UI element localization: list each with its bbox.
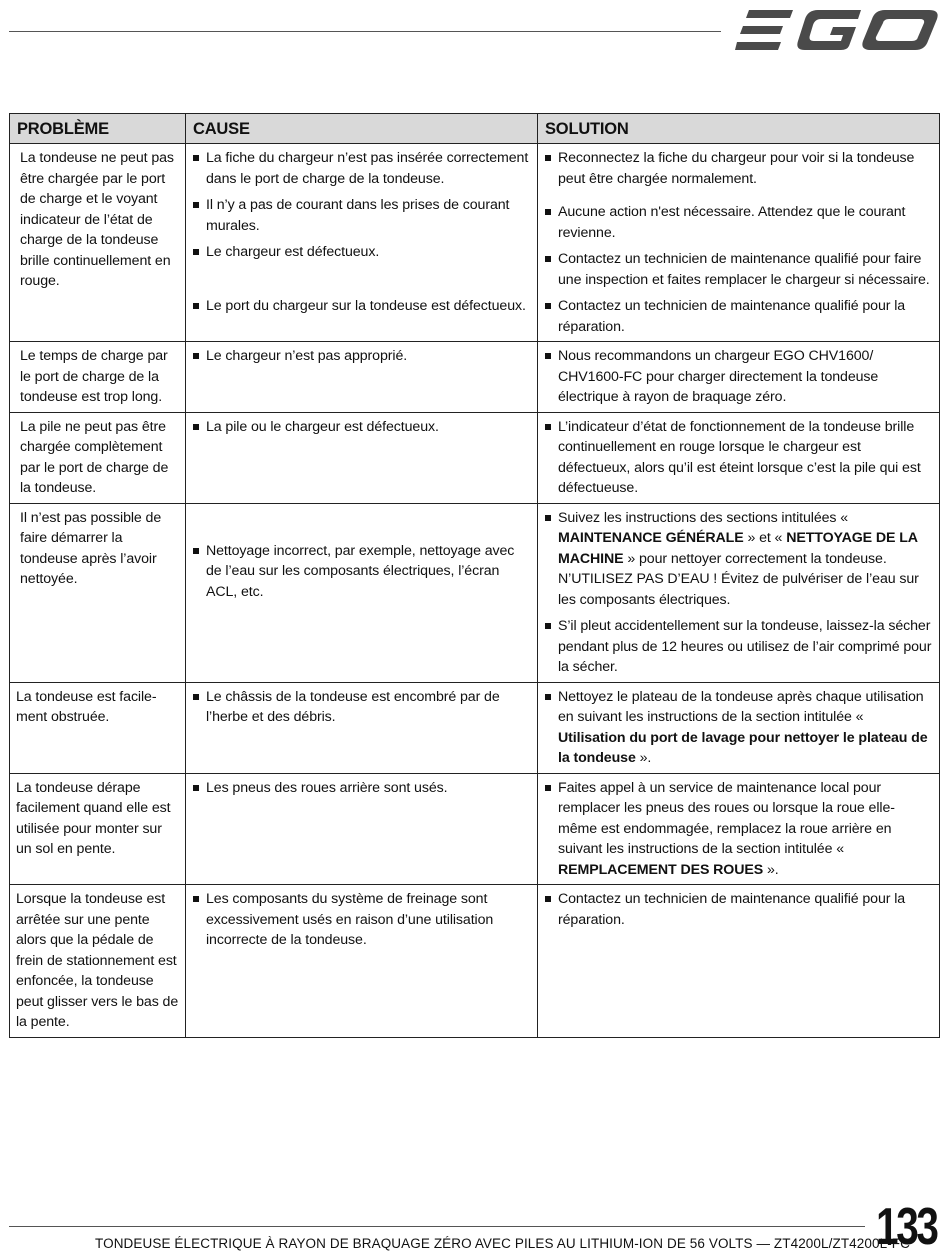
header-rule xyxy=(9,31,721,32)
footer-product-title: TONDEUSE ÉLECTRIQUE À RAYON DE BRAQUAGE ZÉRO AVEC PILES AU LITHIUM-ION DE 56 VOLTS — ZT4200L/ZT4200L-FC xyxy=(95,1236,911,1251)
cause-item: Il n’y a pas de courant dans les prises de courant murales. xyxy=(192,195,531,236)
cause-cell xyxy=(186,503,538,682)
solution-item: Reconnectez la fiche du chargeur pour voir si la tondeuse peut être chargée normalement. xyxy=(544,148,933,189)
problem-cell: La pile ne peut pas être chargée complètement par le port de charge de la tondeuse. xyxy=(10,412,186,503)
solution-cell xyxy=(538,503,940,682)
solution-text: Suivez les instructions des sections intitulées « xyxy=(558,509,849,526)
section-ref: Utilisation du port de lavage pour nettoyer le plateau de la tondeuse xyxy=(558,729,928,766)
cause-item: La fiche du chargeur n’est pas insérée correctement dans le port de charge de la tondeuse. xyxy=(192,148,531,189)
cause-item: Le port du chargeur sur la tondeuse est défectueux. xyxy=(192,296,531,317)
solution-cell xyxy=(538,773,940,885)
solution-cell xyxy=(538,682,940,773)
solution-cell xyxy=(538,144,940,342)
table-header-row xyxy=(10,114,940,144)
ego-logo xyxy=(735,6,940,56)
cause-cell xyxy=(186,682,538,773)
solution-cell xyxy=(538,342,940,413)
table-row xyxy=(10,773,940,885)
solution-item: Aucune action n'est nécessaire. Attendez que le courant revienne. xyxy=(544,202,933,243)
header-solution: SOLUTION xyxy=(538,114,940,144)
section-ref: NETTOYAGE DE LA MACHINE xyxy=(558,530,918,567)
cause-cell xyxy=(186,773,538,885)
problem-cell: La tondeuse dérape facilement quand elle est utilisée pour monter sur un sol en pente. xyxy=(10,773,186,885)
cause-cell xyxy=(186,144,538,342)
problem-cell: Il n’est pas possible de faire démarrer la tondeuse après l’avoir nettoyée. xyxy=(10,503,186,682)
table-row xyxy=(10,885,940,1038)
footer-rule xyxy=(9,1226,865,1227)
table-row xyxy=(10,503,940,682)
problem-cell: La tondeuse est facilement obstruée. xyxy=(10,682,186,773)
section-ref: MAINTENANCE GÉNÉRALE xyxy=(558,530,744,546)
header-cause: CAUSE xyxy=(186,114,538,144)
solution-cell xyxy=(538,412,940,503)
header-problem: PROBLÈME xyxy=(10,114,186,144)
table-row xyxy=(10,342,940,413)
troubleshooting-table xyxy=(9,113,940,1038)
solution-item: Contactez un technicien de maintenance qualifié pour la réparation. xyxy=(544,296,933,337)
cause-item: Nettoyage incorrect, par exemple, nettoyage avec de l’eau sur les composants électriques, l’écran ACL, etc. xyxy=(192,541,531,603)
problem-cell: Le temps de charge par le port de charge de la tondeuse est trop long. xyxy=(10,342,186,413)
cause-cell xyxy=(186,885,538,1038)
table-row xyxy=(10,412,940,503)
solution-cell xyxy=(538,885,940,1038)
cause-item: Les composants du système de freinage sont excessivement usés en raison d’une utilisation incorrecte de la tondeuse. xyxy=(192,889,531,951)
solution-text: Faites appel à un service de maintenance local pour remplacer les pneus des roues ou lorsque la roue elle-même est endommagée, remplacez la roue arrière en suivant les instructions de la section intitulée « xyxy=(558,779,895,857)
cause-cell xyxy=(186,412,538,503)
cause-item: Le chargeur est défectueux. xyxy=(192,242,531,263)
solution-text: ». xyxy=(763,861,779,878)
solution-item xyxy=(544,508,933,611)
solution-item: Contactez un technicien de maintenance qualifié pour la réparation. xyxy=(544,889,933,930)
solution-text: ». xyxy=(635,750,652,766)
solution-item xyxy=(544,778,933,881)
solution-item: Nous recommandons un chargeur EGO CHV1600/ CHV1600-FC pour charger directement la tondeuse électrique à rayon de braquage zéro. xyxy=(544,346,933,408)
table-row xyxy=(10,144,940,342)
cause-item: La pile ou le chargeur est défectueux. xyxy=(192,417,531,438)
cause-item: Le châssis de la tondeuse est encombré par de l’herbe et des débris. xyxy=(192,687,531,728)
cause-cell xyxy=(186,342,538,413)
solution-text: » pour nettoyer correctement la tondeuse. N’UTILISEZ PAS D’EAU ! Évitez de pulvériser de l’eau sur les composants électriques. xyxy=(558,550,919,608)
page-number: 133 xyxy=(876,1198,937,1256)
problem-cell: Lorsque la tondeuse est arrêtée sur une pente alors que la pédale de frein de stationnement est enfoncée, la tondeuse peut glisser vers le bas de la pente. xyxy=(10,885,186,1038)
solution-item: L’indicateur d’état de fonctionnement de la tondeuse brille continuellement en rouge lorsque le chargeur est défectueux, alors qu’il est éteint lorsque c’est la pile qui est défectueuse. xyxy=(544,417,933,499)
solution-item: Contactez un technicien de maintenance qualifié pour faire une inspection et faites remplacer le chargeur si nécessaire. xyxy=(544,249,933,290)
solution-item xyxy=(544,687,933,769)
cause-item: Le chargeur n’est pas approprié. xyxy=(192,346,531,367)
table-row xyxy=(10,682,940,773)
solution-text: Nettoyez le plateau de la tondeuse après chaque utilisation en suivant les instructions de la section intitulée « xyxy=(558,688,924,725)
cause-item: Les pneus des roues arrière sont usés. xyxy=(192,778,531,799)
solution-item: S’il pleut accidentellement sur la tondeuse, laissez-la sécher pendant plus de 12 heures ou utilisez de l’air comprimé pour la sécher. xyxy=(544,616,933,678)
section-ref: REMPLACEMENT DES ROUES xyxy=(558,861,764,878)
problem-cell: La tondeuse ne peut pas être chargée par le port de charge et le voyant indicateur de l’état de charge de la tondeuse brille continuellement en rouge. xyxy=(10,144,186,342)
solution-text: » et « xyxy=(743,530,787,546)
